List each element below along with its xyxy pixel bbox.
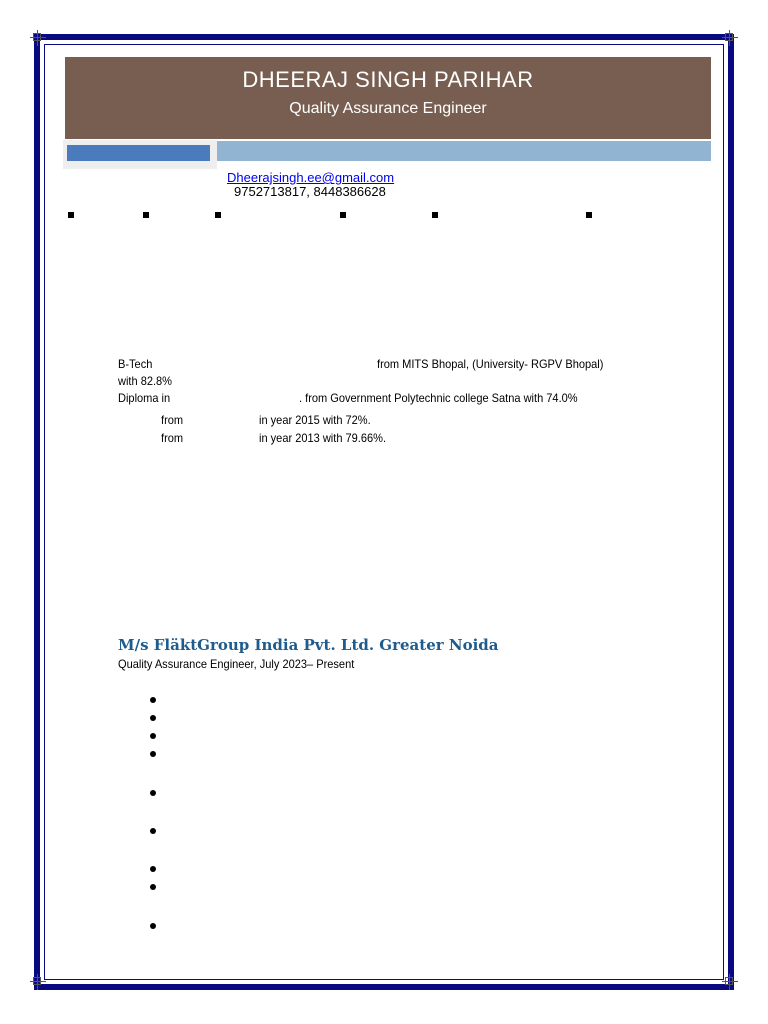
bullet-icon — [150, 923, 156, 929]
bullet-icon — [150, 715, 156, 721]
bullet-icon — [150, 866, 156, 872]
phone-number: 9752713817, 8448386628 — [234, 184, 386, 199]
square-bullet-icon — [215, 212, 221, 218]
education-prefix: from — [161, 431, 184, 445]
education-detail: from MITS Bhopal, (University- RGPV Bhopal) — [377, 357, 604, 371]
education-degree: B-Tech — [118, 357, 153, 371]
education-degree: Diploma in — [118, 391, 171, 405]
bullet-icon — [150, 733, 156, 739]
education-detail: in year 2013 with 79.66%. — [259, 431, 387, 445]
accent-bar-left — [67, 145, 210, 161]
header-banner — [65, 57, 711, 139]
company-heading: M/s FläktGroup India Pvt. Ltd. Greater Noida — [118, 636, 499, 654]
corner-mark-icon — [722, 974, 738, 990]
bullet-icon — [150, 790, 156, 796]
bullet-icon — [150, 884, 156, 890]
education-detail: . from Government Polytechnic college Satna with 74.0% — [299, 391, 578, 405]
corner-mark-icon — [30, 30, 46, 46]
candidate-name: DHEERAJ SINGH PARIHAR — [242, 67, 534, 92]
education-score: with 82.8% — [118, 374, 173, 388]
square-bullet-icon — [586, 212, 592, 218]
education-detail: in year 2015 with 72%. — [259, 413, 371, 427]
email-link[interactable]: Dheerajsingh.ee@gmail.com — [227, 170, 395, 185]
bullet-icon — [150, 697, 156, 703]
square-bullet-icon — [432, 212, 438, 218]
education-prefix: from — [161, 413, 184, 427]
bullet-icon — [150, 828, 156, 834]
candidate-title: Quality Assurance Engineer — [289, 100, 487, 117]
square-bullet-icon — [143, 212, 149, 218]
accent-bar-right — [217, 141, 711, 161]
corner-mark-icon — [30, 974, 46, 990]
square-bullet-icon — [340, 212, 346, 218]
job-role: Quality Assurance Engineer, July 2023– Present — [118, 657, 355, 671]
square-bullet-icon — [68, 212, 74, 218]
corner-mark-icon — [722, 30, 738, 46]
bullet-icon — [150, 751, 156, 757]
